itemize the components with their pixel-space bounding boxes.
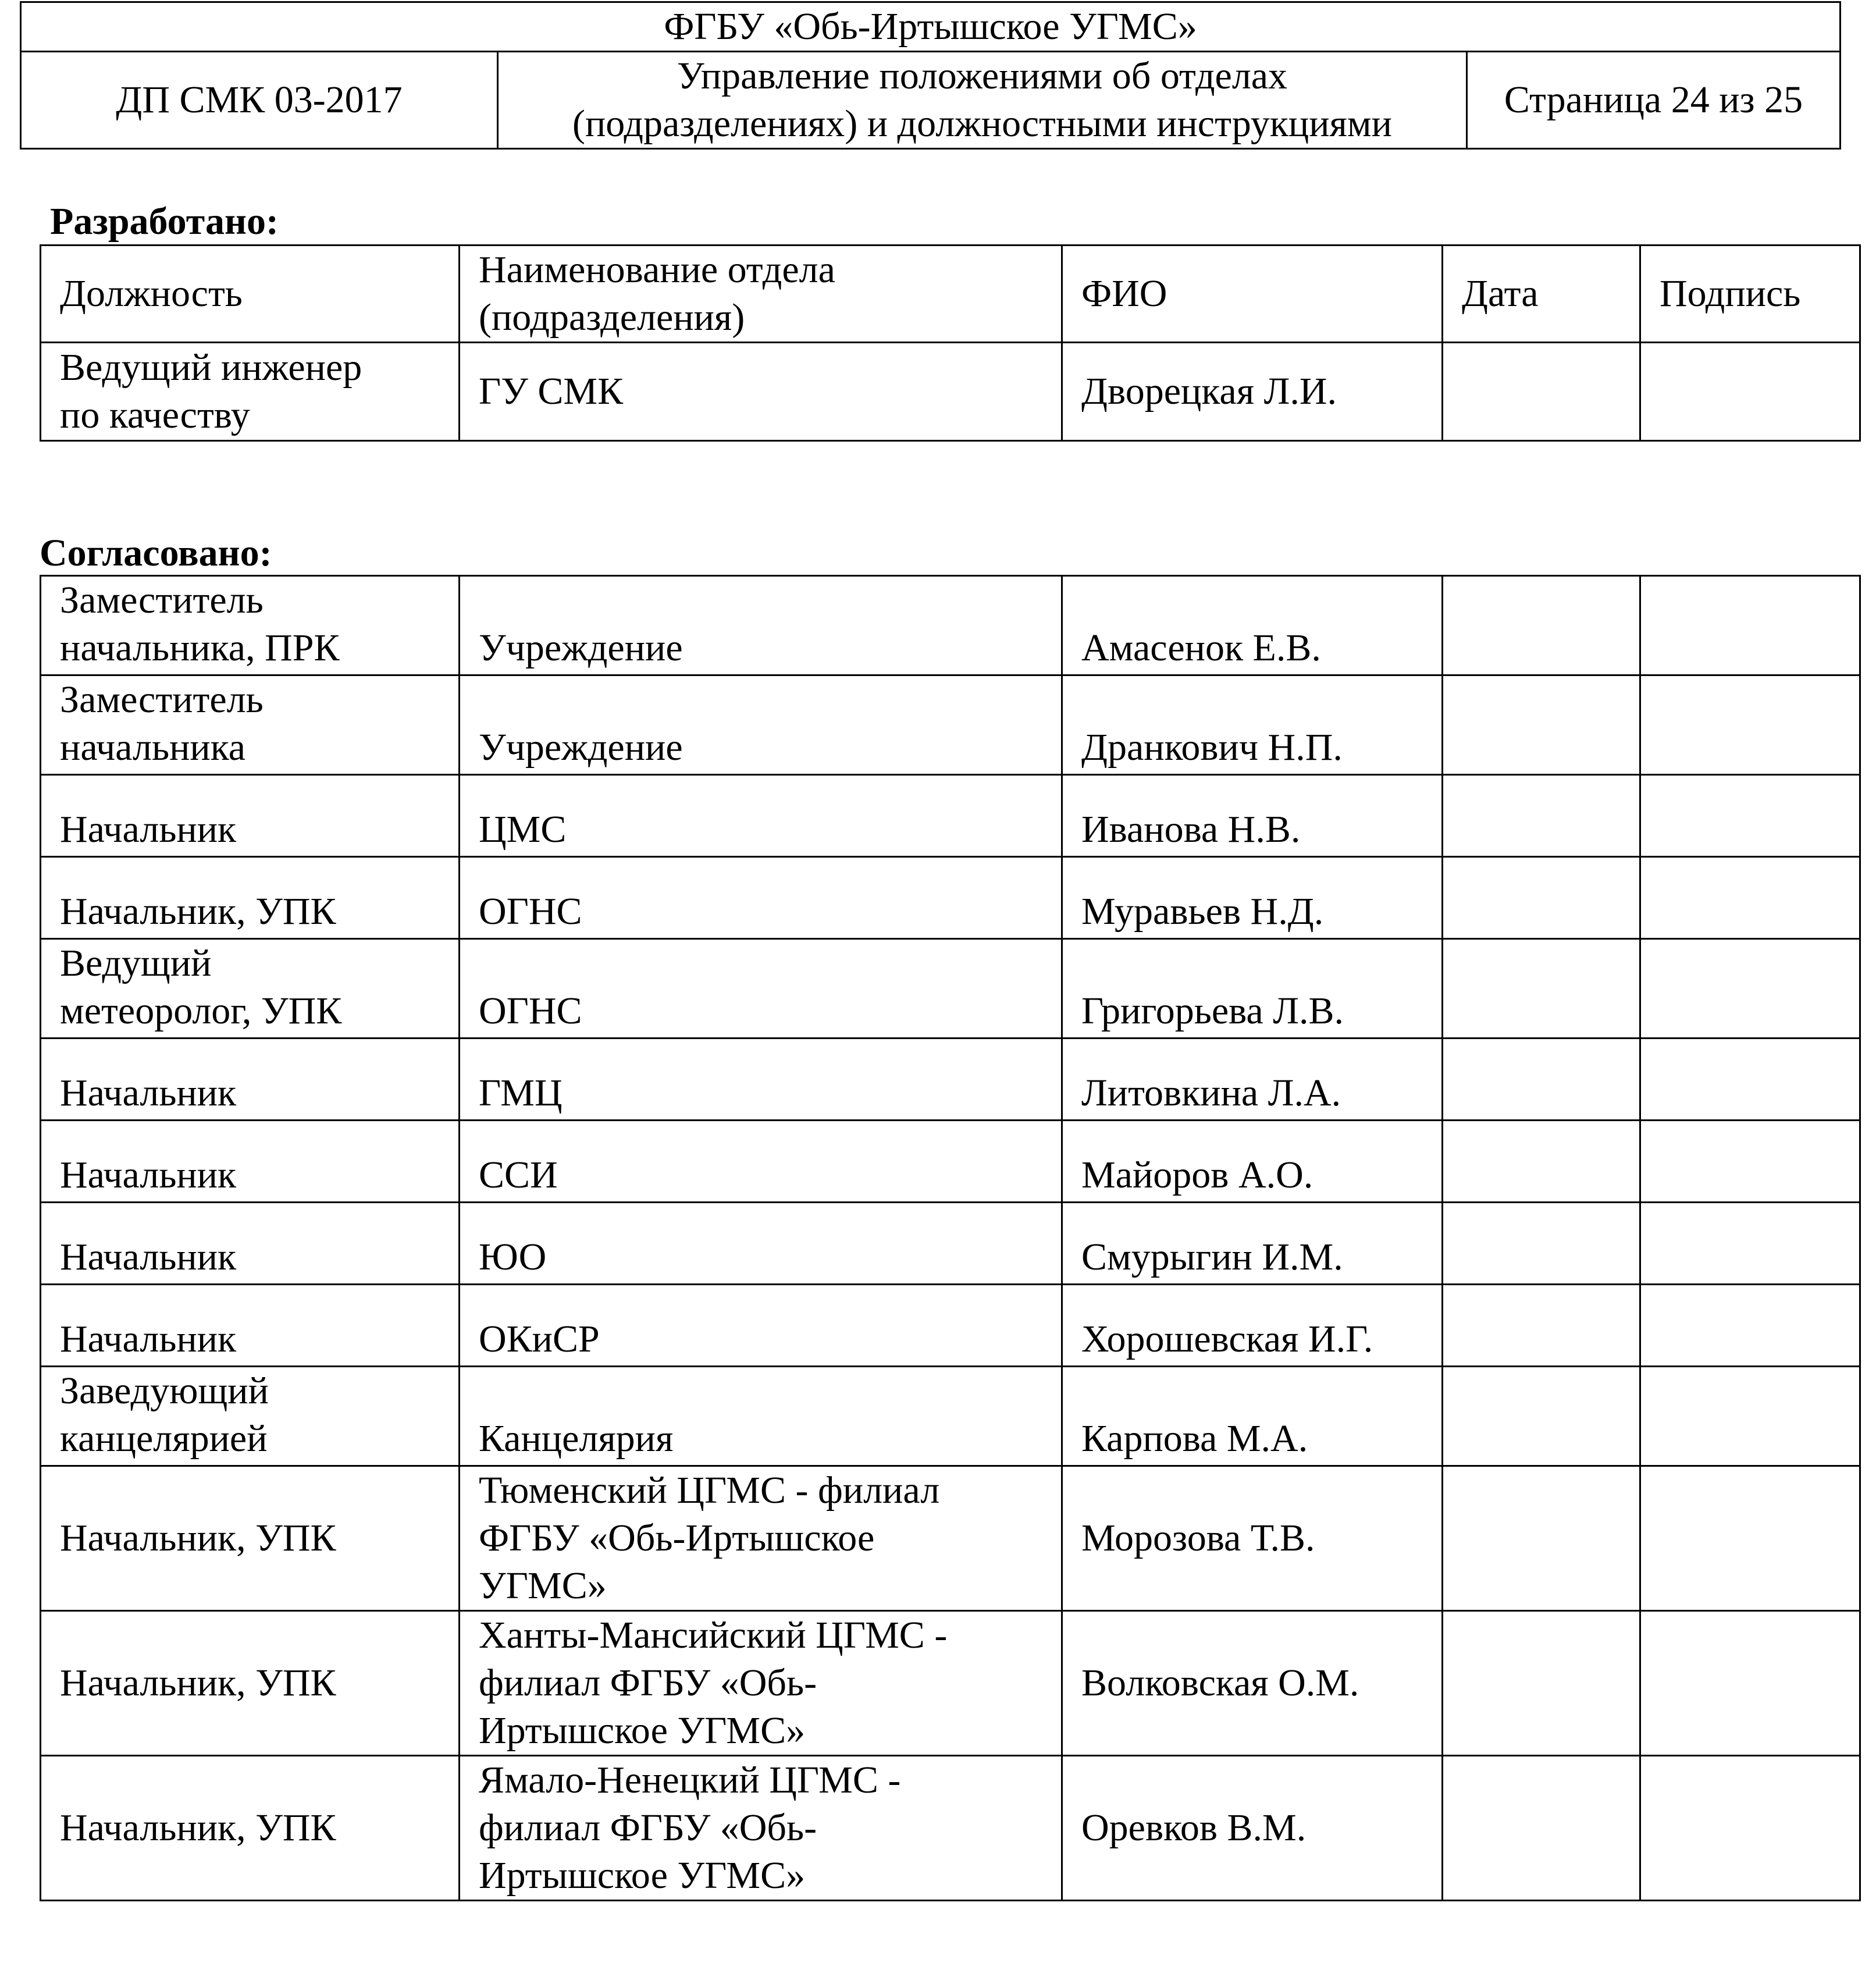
cell-signature [1640, 343, 1860, 441]
cell-position: Ведущий метеоролог, УПК [41, 939, 460, 1039]
cell-name: Дворецкая Л.И. [1062, 343, 1443, 441]
cell-date [1443, 1285, 1640, 1367]
cell-date [1443, 1466, 1640, 1611]
cell-position: Начальник [41, 1203, 460, 1285]
cell-position: Заместитель начальника, ПРК [41, 576, 460, 675]
cell-name: Григорьева Л.В. [1062, 939, 1443, 1039]
cell-name: Оревков В.М. [1062, 1756, 1443, 1901]
cell-department: Канцелярия [460, 1367, 1062, 1466]
cell-name: Литовкина Л.А. [1062, 1039, 1443, 1121]
cell-name: Амасенок Е.В. [1062, 576, 1443, 675]
cell-department: Учреждение [460, 675, 1062, 775]
cell-signature [1640, 1367, 1860, 1466]
cell-position: Начальник [41, 1039, 460, 1121]
cell-date [1443, 1203, 1640, 1285]
table-row [41, 1466, 1860, 1611]
table-row [41, 1367, 1860, 1466]
table-row [41, 775, 1860, 857]
table-row [41, 1203, 1860, 1285]
column-header-signature: Подпись [1640, 246, 1860, 343]
column-header-department: Наименование отдела (подразделения) [460, 246, 1062, 343]
column-header-date: Дата [1443, 246, 1640, 343]
table-row [41, 675, 1860, 775]
organization-name: ФГБУ «Обь-Иртышское УГМС» [21, 2, 1841, 52]
cell-department: Тюменский ЦГМС - филиал ФГБУ «Обь-Иртышское УГМС» [460, 1466, 1062, 1611]
cell-signature [1640, 857, 1860, 939]
table-row [41, 1121, 1860, 1203]
cell-position: Начальник, УПК [41, 1611, 460, 1756]
cell-date [1443, 1611, 1640, 1756]
cell-position: Ведущий инженер по качеству [41, 343, 460, 441]
table-row [41, 576, 1860, 675]
table-row [41, 857, 1860, 939]
table-row [41, 939, 1860, 1039]
cell-position: Начальник, УПК [41, 1466, 460, 1611]
cell-department: ОГНС [460, 939, 1062, 1039]
cell-name: Дранкович Н.П. [1062, 675, 1443, 775]
cell-name: Муравьев Н.Д. [1062, 857, 1443, 939]
column-header-position: Должность [41, 246, 460, 343]
table-row [41, 1756, 1860, 1901]
cell-date [1443, 775, 1640, 857]
cell-signature [1640, 1039, 1860, 1121]
cell-signature [1640, 1611, 1860, 1756]
cell-position: Начальник [41, 1285, 460, 1367]
table-row [41, 1611, 1860, 1756]
cell-name: Карпова М.А. [1062, 1367, 1443, 1466]
approved-heading: Согласовано: [40, 532, 272, 574]
cell-name: Смурыгин И.М. [1062, 1203, 1443, 1285]
cell-date [1443, 576, 1640, 675]
cell-department: Ханты-Мансийский ЦГМС - филиал ФГБУ «Обь- Иртышское УГМС» [460, 1611, 1062, 1756]
column-header-name: ФИО [1062, 246, 1443, 343]
cell-department: ЦМС [460, 775, 1062, 857]
cell-signature [1640, 939, 1860, 1039]
cell-position: Заместитель начальника [41, 675, 460, 775]
cell-signature [1640, 1121, 1860, 1203]
cell-signature [1640, 576, 1860, 675]
cell-department: Ямало-Ненецкий ЦГМС - филиал ФГБУ «Обь- Иртышское УГМС» [460, 1756, 1062, 1901]
document-header [20, 1, 1841, 150]
table-row [41, 343, 1860, 441]
approvals-table [40, 575, 1861, 1901]
cell-department: ОКиСР [460, 1285, 1062, 1367]
cell-date [1443, 1756, 1640, 1901]
cell-date [1443, 675, 1640, 775]
cell-department: ССИ [460, 1121, 1062, 1203]
cell-name: Иванова Н.В. [1062, 775, 1443, 857]
cell-date [1443, 1121, 1640, 1203]
cell-name: Волковская О.М. [1062, 1611, 1443, 1756]
cell-signature [1640, 675, 1860, 775]
developed-table [40, 244, 1861, 442]
cell-date [1443, 1039, 1640, 1121]
cell-position: Начальник, УПК [41, 857, 460, 939]
cell-signature [1640, 1756, 1860, 1901]
cell-position: Начальник [41, 1121, 460, 1203]
cell-position: Заведующий канцелярией [41, 1367, 460, 1466]
cell-date [1443, 343, 1640, 441]
cell-name: Хорошевская И.Г. [1062, 1285, 1443, 1367]
developed-heading: Разработано: [50, 200, 279, 243]
cell-signature [1640, 1466, 1860, 1611]
cell-signature [1640, 775, 1860, 857]
table-row [41, 1039, 1860, 1121]
cell-position: Начальник [41, 775, 460, 857]
cell-department: ОГНС [460, 857, 1062, 939]
document-title: Управление положениями об отделах (подразделениях) и должностными инструкциями [498, 52, 1467, 149]
page-number: Страница 24 из 25 [1467, 52, 1841, 149]
table-header-row [41, 246, 1860, 343]
cell-name: Морозова Т.В. [1062, 1466, 1443, 1611]
cell-name: Майоров А.О. [1062, 1121, 1443, 1203]
table-row [41, 1285, 1860, 1367]
cell-signature [1640, 1285, 1860, 1367]
cell-department: Учреждение [460, 576, 1062, 675]
cell-department: ГУ СМК [460, 343, 1062, 441]
cell-date [1443, 1367, 1640, 1466]
document-code: ДП СМК 03-2017 [21, 52, 498, 149]
cell-date [1443, 939, 1640, 1039]
cell-department: ГМЦ [460, 1039, 1062, 1121]
cell-date [1443, 857, 1640, 939]
cell-department: ЮО [460, 1203, 1062, 1285]
cell-position: Начальник, УПК [41, 1756, 460, 1901]
cell-signature [1640, 1203, 1860, 1285]
